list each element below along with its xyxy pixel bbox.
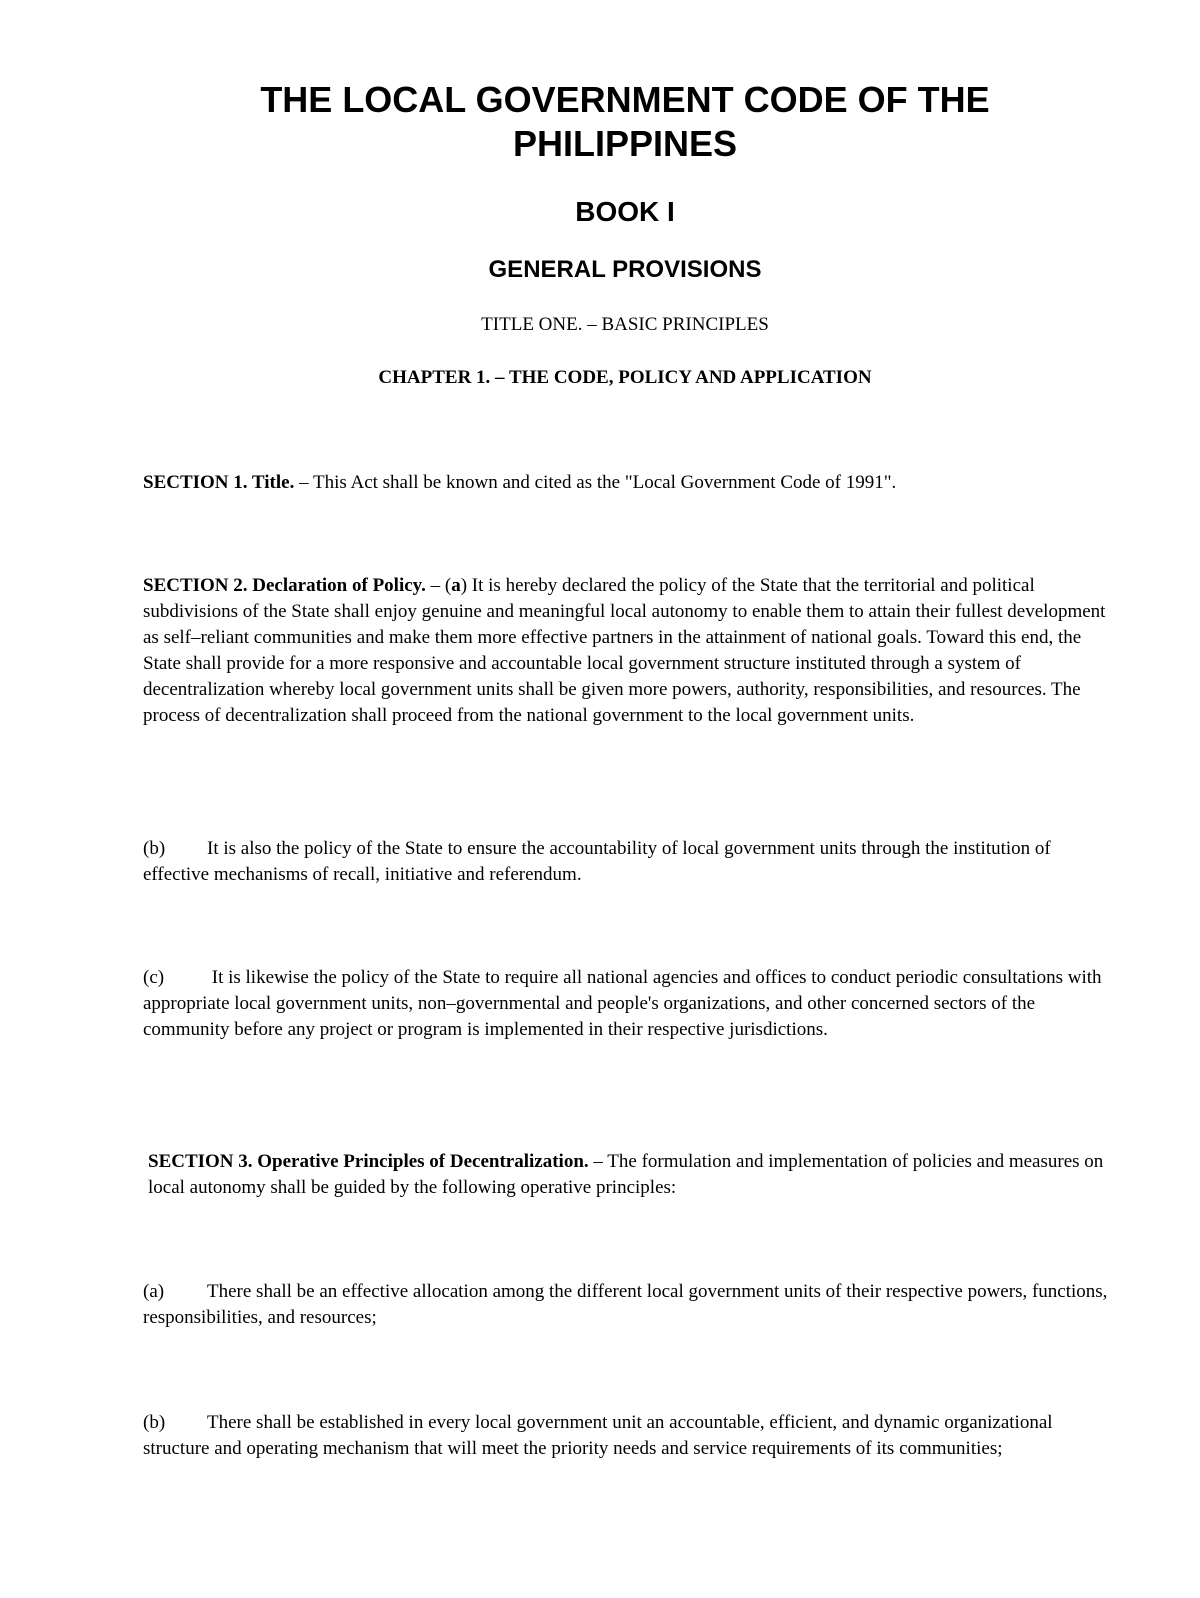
section-2a-paragraph [143,573,1108,729]
section-2-heading: SECTION 2. Declaration of Policy. [143,575,426,596]
section-2a-label: a [451,575,461,596]
section-3b-text: There shall be established in every local government unit an accountable, efficient, and dynamic organizational structure and operating mechanism that will meet the priority needs and service requirements of its communities; [143,1412,1053,1459]
title-heading: TITLE ONE. – BASIC PRINCIPLES [481,314,769,335]
section-3a-label: (a) [143,1281,165,1302]
section-2b-label: (b) [143,838,166,859]
document-title [0,78,1200,166]
section-3-text: – The formulation and implementation of policies and measures on local autonomy shall be guided by the following operative principles: [148,1151,1104,1198]
section-3-heading: SECTION 3. Operative Principles of Decentralization. [148,1151,589,1172]
section-3a-text: There shall be an effective allocation among the different local government units of their respective powers, functions, responsibilities, and resources; [143,1281,1108,1328]
section-1-text: – This Act shall be known and cited as the "Local Government Code of 1991". [294,472,897,493]
document-title-line2: PHILIPPINES [512,123,738,164]
section-1-heading: SECTION 1. Title. [143,472,295,493]
section-3-paragraph [148,1149,1113,1201]
book-heading: BOOK I [575,196,675,227]
section-2a-text: ) It is hereby declared the policy of the State that the territorial and political subdivisions of the State shall enjoy genuine and meaningful local autonomy to enable them to attain their fullest development as self–reliant communities and make them more effective partners in the attainment of national goals. Toward this end, the State shall provide for a more responsive and accountable local government structure instituted through a system of decentralization whereby local government units shall be given more powers, authority, responsibilities, and resources. The process of decentralization shall proceed from the national government to the local government units. [143,575,1106,726]
section-3b-label: (b) [143,1412,166,1433]
section-2b-paragraph [143,836,1108,888]
section-2c-paragraph [143,965,1108,1043]
book-subtitle: GENERAL PROVISIONS [488,256,762,283]
chapter-heading: CHAPTER 1. – THE CODE, POLICY AND APPLICATION [378,367,872,388]
section-2a-prefix: – ( [425,575,452,596]
section-2c-label: (c) [143,967,165,988]
section-2c-text: It is likewise the policy of the State to require all national agencies and offices to conduct periodic consultations with appropriate local government units, non–governmental and people's organizations, and other concerned sectors of the community before any project or program is implemented in their respective jurisdictions. [143,967,1102,1040]
section-1-paragraph [143,470,1108,496]
section-3b-paragraph [143,1410,1108,1462]
section-3a-paragraph [143,1279,1108,1331]
section-2b-text: It is also the policy of the State to ensure the accountability of local government units through the institution of effective mechanisms of recall, initiative and referendum. [143,838,1051,885]
document-title-line1: THE LOCAL GOVERNMENT CODE OF THE [260,79,990,120]
